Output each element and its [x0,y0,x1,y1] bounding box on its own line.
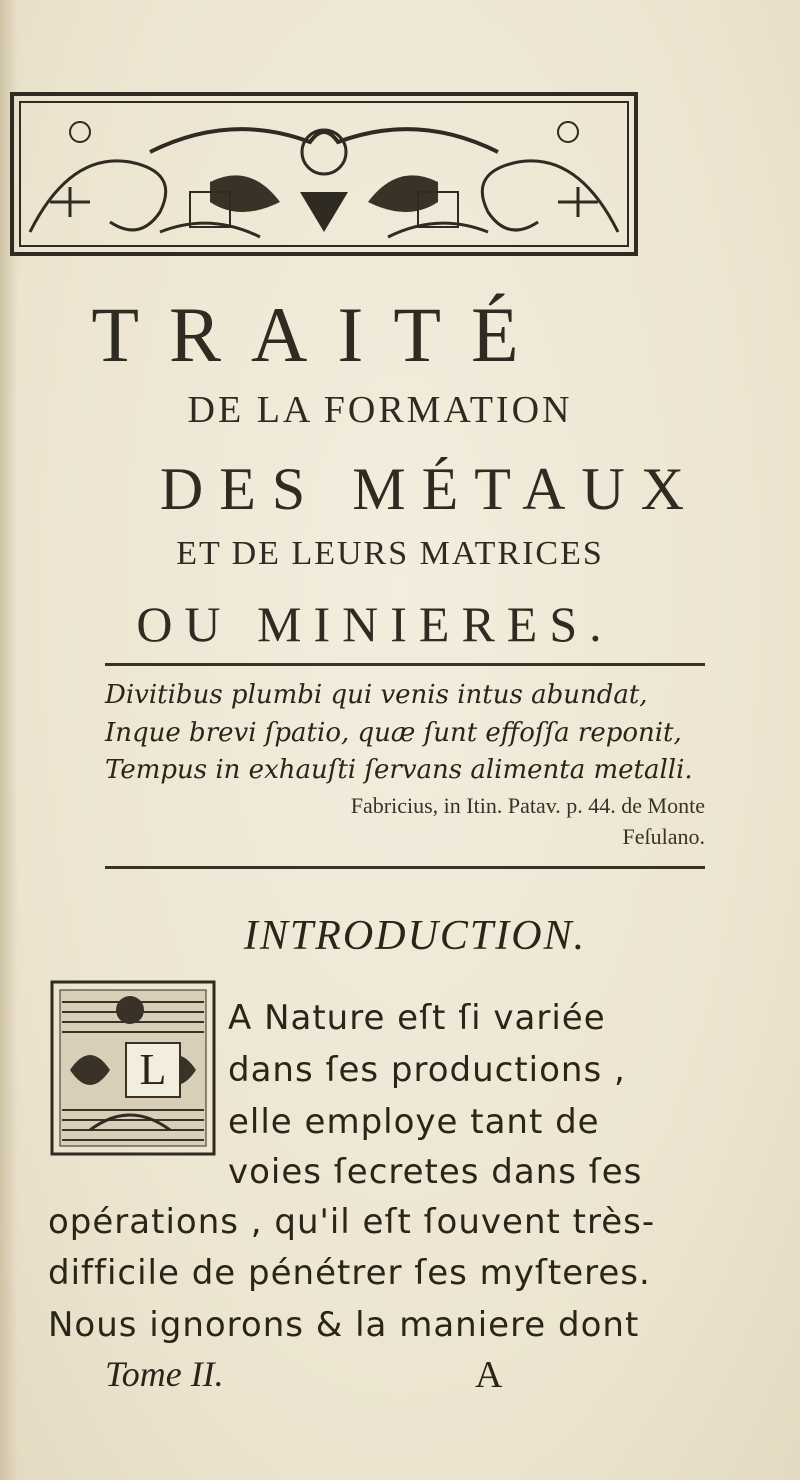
body-line: elle employe tant de [228,1102,600,1142]
bottom-rule [105,866,705,869]
body-line: opérations , qu'il eſt ſouvent très- [48,1202,656,1242]
ornamental-headpiece [10,92,638,262]
body-line: Nous ignorons & la maniere dont [48,1305,640,1345]
body-line: voies ſecretes dans ſes [228,1152,643,1192]
epigraph-line: Tempus in exhauſti ſervans alimenta metalli. [105,755,693,785]
body-line: difficile de pénétrer ſes myſteres. [48,1253,651,1293]
decorated-dropcap [50,980,220,1160]
title-de-la-formation: DE LA FORMATION [187,389,573,431]
epigraph-line: Divitibus plumbi qui venis intus abundat, [105,680,648,710]
body-line: dans ſes productions , [228,1050,626,1090]
epigraph-citation: Fabricius, in Itin. Patav. p. 44. de Monte [350,793,705,818]
title-et-de-leurs-matrices: ET DE LEURS MATRICES [176,535,604,572]
volume-signature: Tome II. [105,1354,224,1394]
epigraph-line: Inque brevi ſpatio, quæ ſunt effoſſa reponit, [105,718,682,748]
title-ou-minieres: OU MINIERES. [136,596,614,652]
gathering-mark: A [475,1354,503,1396]
epigraph-citation: Feſulano. [622,824,705,849]
dropcap-letter: L [125,1042,181,1098]
top-rule [105,663,705,666]
title-traite: TRAITÉ [91,291,549,378]
title-des-metaux: DES MÉTAUX [159,456,701,522]
body-line: A Nature eſt ſi variée [228,998,606,1038]
section-heading: INTRODUCTION. [243,913,587,959]
